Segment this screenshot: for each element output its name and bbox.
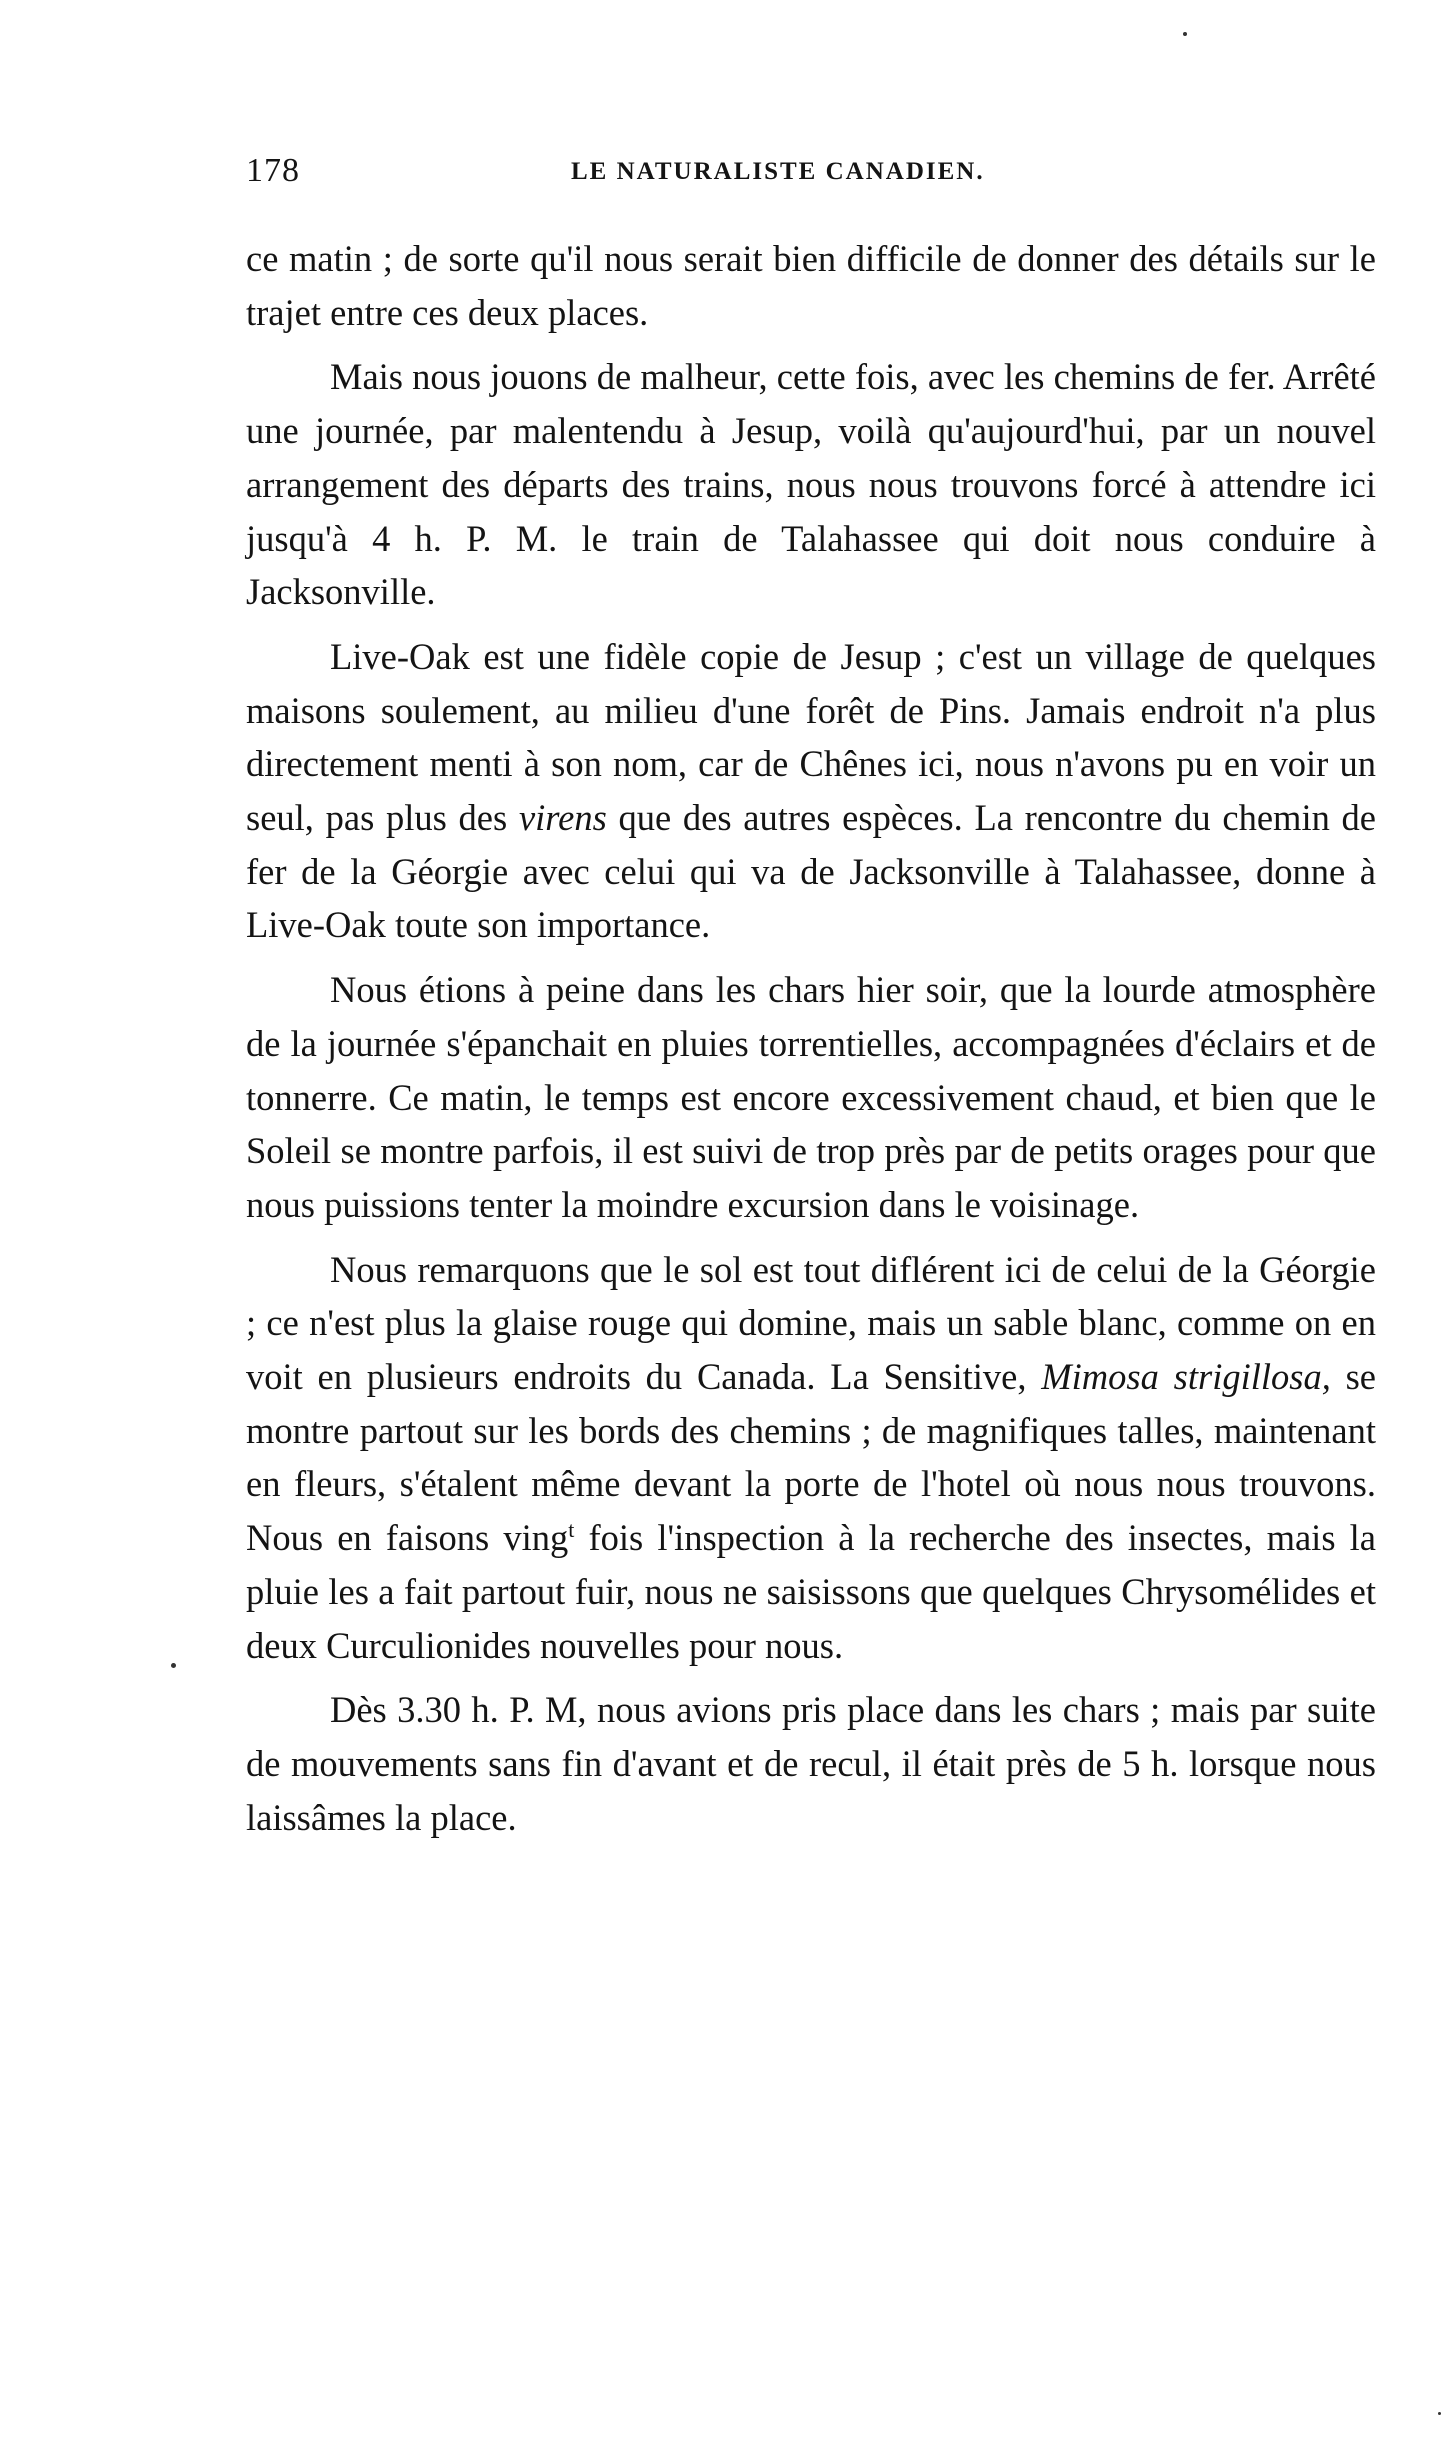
scan-speck (1438, 2412, 1441, 2415)
paragraph-4 (246, 963, 1376, 1232)
paragraph-6-text: Dès 3.30 h. P. M, nous avions pris place dans les chars ; mais par suite de mouvements sans fin d'avant et de recul, il était près de 5 h. lorsque nous laissâmes la place. (246, 1689, 1376, 1838)
species-name-virens: virens (518, 797, 607, 839)
species-name-mimosa: Mimosa strigillosa, (1041, 1356, 1331, 1398)
scan-speck (171, 1663, 176, 1668)
paragraph-3 (246, 630, 1376, 952)
paragraph-4-text: Nous étions à peine dans les chars hier soir, que la lourde atmosphère de la journée s'épanchait en pluies torrentielles, accompagnées d'éclairs et de tonnerre. Ce matin, le temps est encore excessivement chaud, et bien que le Soleil se montre parfois, il est suivi de trop près par de petits orages pour que nous puissions tenter la moindre excursion dans le voisinage. (246, 969, 1376, 1225)
paragraph-3-text-after: que des autres espèces. La rencontre du chemin de fer de la Géorgie avec celui qui va de Jacksonville à Talahassee, donne à Live-Oak toute son importance. (246, 797, 1376, 946)
paragraph-5-text-before: Nous remarquons que le sol est tout diflérent ici de celui de la Géorgie ; ce n'est plus la glaise rouge qui domine, mais un sable blanc, comme on en voit en plusieurs endroits du Canada. La Sensitive, (246, 1248, 1376, 1398)
scan-speck (1183, 32, 1187, 36)
paragraph-2-text: Mais nous jouons de malheur, cette fois, avec les chemins de fer. Arrêté une journée, par malentendu à Jesup, voilà qu'aujourd'hui, par un nouvel arrangement des départs des trains, nous nous trouvons forcé à attendre ici jusqu'à 4 h. P. M. le train de Talahassee qui doit nous conduire à Jacksonville. (246, 356, 1376, 613)
paragraph-5-text-middle: se montre partout sur les bords des chemins ; de magnifiques talles, maintenant en fleurs, s'étalent même devant la porte de l'hotel où nous nous trouvons. Nous en faisons ving (246, 1356, 1377, 1559)
body-text (246, 232, 1376, 1844)
page-number: 178 (246, 152, 300, 189)
paragraph-3-text-before: Live-Oak est une fidèle copie de Jesup ; c'est un village de quelques maisons soulement, au milieu d'une forêt de Pins. Jamais endroit n'a plus directement menti à son nom, car de Chênes ici, nous n'avons pu en voir un seul, pas plus des (246, 635, 1376, 839)
page-header (246, 152, 1376, 196)
paragraph-1 (246, 232, 1376, 339)
paragraph-1-text: ce matin ; de sorte qu'il nous serait bien difficile de donner des détails sur le trajet entre ces deux places. (246, 238, 1376, 333)
paragraph-5 (246, 1243, 1376, 1673)
running-head: LE NATURALISTE CANADIEN. (571, 158, 985, 185)
paragraph-5-text-after: fois l'inspection à la recherche des insectes, mais la pluie les a fait partout fuir, nous ne saisissons que quelques Chrysomélides et deux Curculionides nouvelles pour nous. (246, 1517, 1376, 1666)
paragraph-2 (246, 350, 1376, 619)
superscript-t: t (568, 1517, 575, 1543)
paragraph-6 (246, 1683, 1376, 1844)
